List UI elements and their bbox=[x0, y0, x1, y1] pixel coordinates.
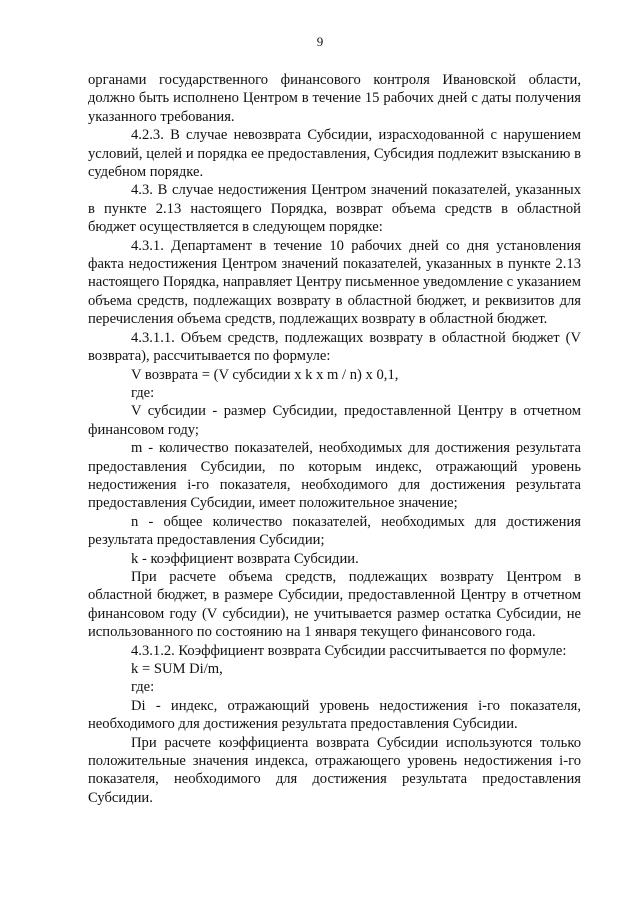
paragraph-4-3-1: 4.3.1. Департамент в течение 10 рабочих дней со дня установления факта недостижения Центром значений показателей, указанных в пункте 2.13 настоящего Порядка, направляет Центру письменное уведомление с указанием объема средств, подлежащих возврату в областной бюджет, и реквизитов для перечисления объема средств, подлежащих возврату в областной бюджет. bbox=[88, 237, 581, 328]
definition-v-subsidy: V субсидии - размер Субсидии, предоставленной Центру в отчетном финансовом году; bbox=[88, 403, 581, 438]
page-number: 9 bbox=[316, 34, 324, 49]
definition-n: n - общее количество показателей, необходимых для достижения результата предоставления Субсидии; bbox=[88, 513, 581, 549]
definition-k: k - коэффициент возврата Субсидии. bbox=[131, 550, 359, 567]
definition-di: Di - индекс, отражающий уровень недостижения i-го показателя, необходимого для достижения результата предоставления Субсидии. bbox=[88, 697, 581, 733]
paragraph-coefficient-note: При расчете коэффициента возврата Субсидии используются только положительные значения индекса, отражающего уровень недостижения i-го показателя, необходимого для достижения результата предоставления Субсидии. bbox=[88, 734, 581, 806]
document-body bbox=[88, 71, 581, 807]
paragraph-4-2-3: 4.2.3. В случае невозврата Субсидии, израсходованной с нарушением условий, целей и порядка ее предоставления, Субсидия подлежит взысканию в судебном порядке. bbox=[88, 127, 581, 181]
where-label-2: где: bbox=[131, 679, 155, 696]
formula-v-return: V возврата = (V субсидии x k x m / n) x 0,1, bbox=[131, 366, 399, 383]
paragraph-4-3-1-1: 4.3.1.1. Объем средств, подлежащих возврату в областной бюджет (V возврата), рассчитывается по формуле: bbox=[88, 329, 581, 365]
formula-k: k = SUM Di/m, bbox=[131, 661, 223, 677]
paragraph-continuation: органами государственного финансового контроля Ивановской области, должно быть исполнено Центром в течение 15 рабочих дней с даты получения указанного требования. bbox=[88, 72, 581, 125]
paragraph-calculation-note: При расчете объема средств, подлежащих возврату Центром в областной бюджет, в размере Субсидии, предоставленной Центру в отчетном финансовом году (V субсидии), не учитывается размер остатка Субсидии, не использованного по состоянию на 1 января текущего финансового года. bbox=[88, 568, 581, 641]
definition-m: m - количество показателей, необходимых для достижения результата предоставления Субсидии, по которым индекс, отражающий уровень недостижения i-го показателя, необходимого для достижения результата предоставления Субсидии, имеет положительное значение; bbox=[88, 440, 581, 512]
where-label: где: bbox=[131, 384, 155, 401]
paragraph-4-3: 4.3. В случае недостижения Центром значений показателей, указанных в пункте 2.13 настоящего Порядка, возврат объема средств в областной бюджет осуществляется в следующем порядке: bbox=[88, 182, 581, 236]
paragraph-4-3-1-2: 4.3.1.2. Коэффициент возврата Субсидии рассчитывается по формуле: bbox=[131, 642, 567, 659]
